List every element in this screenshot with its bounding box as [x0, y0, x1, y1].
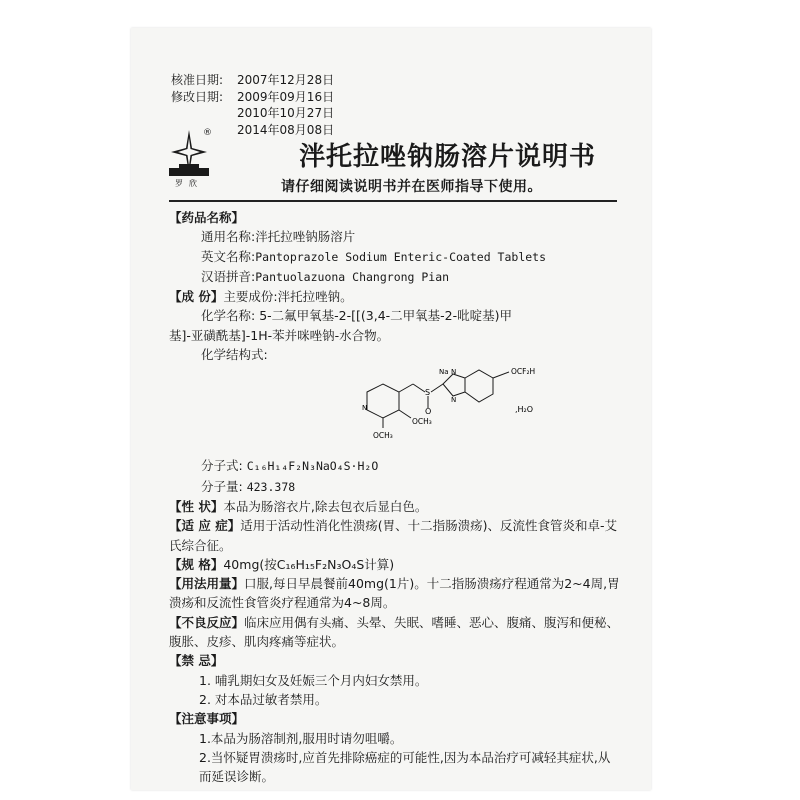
chem-name-line2: 基]-亚磺酰基]-1H-苯并咪唑钠-水合物。: [169, 327, 390, 343]
revision-date-label: 修改日期:: [171, 89, 224, 104]
water-label: ,H₂O: [515, 405, 534, 415]
revision-date-2: 2010年10月27日: [237, 106, 335, 120]
approval-date-label: 核准日期:: [171, 73, 224, 87]
chemical-structure: [169, 364, 621, 456]
chem-name-label: 化学名称:: [201, 308, 256, 324]
indications-heading: 【适 应 症】: [169, 518, 241, 534]
sulfur-label: S: [425, 388, 431, 398]
formula-value: C₁₆H₁₄F₂N₃NaO₄S·H₂O: [246, 459, 379, 474]
sodium-label: Na: [439, 368, 449, 377]
contraindication-item-2: 2. 对本品过敏者禁用。: [199, 691, 328, 707]
imidazole-n3-label: N: [451, 396, 457, 405]
title-divider: [169, 200, 617, 202]
precaution-item-2: 2.当怀疑胃溃疡时,应首先排除癌症的可能性,因为本品治疗可减轻其症状,从而延误诊断。: [199, 749, 611, 785]
contraindications-heading: 【禁 忌】: [169, 653, 224, 669]
leaflet-page: [131, 28, 651, 790]
generic-name-value: 泮托拉唑钠肠溶片: [255, 229, 356, 245]
english-name-value: Pantoprazole Sodium Enteric-Coated Tablets: [255, 249, 547, 264]
brand-text: 罗欣: [175, 179, 203, 188]
company-logo: [167, 128, 213, 190]
properties-text: 本品为肠溶衣片,除去包衣后显白色。: [223, 498, 428, 514]
properties-heading: 【性 状】: [169, 498, 224, 514]
pantoprazole-structure-diagram: [339, 364, 599, 456]
approval-date: 2007年12月28日: [237, 73, 335, 87]
mw-value: 423.378: [246, 479, 296, 494]
pinyin-label: 汉语拼音:: [201, 268, 256, 284]
precaution-item-1: 1.本品为肠溶制剂,服用时请勿咀嚼。: [199, 730, 403, 746]
och3-side-label: OCH₃: [412, 417, 432, 427]
ingredients-main: 主要成份:泮托拉唑钠。: [223, 289, 353, 305]
chem-name-line1: 5-二氟甲氧基-2-[[(3,4-二甲氧基-2-吡啶基)甲: [259, 308, 513, 324]
generic-name-label: 通用名称:: [201, 229, 256, 245]
document-title: 泮托拉唑钠肠溶片说明书: [299, 142, 597, 172]
adverse-text: 临床应用偶有头痛、头晕、失眠、嗜睡、恶心、腹痛、腹泻和便秘、腹胀、皮疹、肌肉疼痛等症状。: [169, 614, 620, 650]
imidazole-n1-label: N: [451, 368, 457, 377]
english-name-label: 英文名称:: [201, 248, 256, 264]
ocf2h-label: OCF₂H: [511, 367, 536, 377]
leaflet-body: [169, 208, 621, 786]
ingredients-heading: 【成 份】: [169, 289, 224, 305]
document-subtitle: 请仔细阅读说明书并在医师指导下使用。: [281, 179, 542, 195]
revision-date-1: 2009年09月16日: [237, 89, 335, 104]
precautions-heading: 【注意事项】: [169, 711, 245, 727]
registered-mark: ®: [203, 128, 212, 138]
pinyin-value: Pantuolazuona Changrong Pian: [255, 269, 450, 284]
revision-date-3: 2014年08月08日: [237, 122, 335, 137]
specification-heading: 【规 格】: [169, 556, 224, 572]
adverse-heading: 【不良反应】: [169, 614, 245, 630]
pyridine-n-label: N: [362, 404, 368, 413]
specification-text: 40mg(按C₁₆H₁₅F₂N₃O₄S计算): [223, 556, 395, 572]
contraindication-item-1: 1. 哺乳期妇女及妊娠三个月内妇女禁用。: [199, 672, 428, 688]
sulfoxide-o-label: O: [425, 407, 432, 417]
mw-label: 分子量:: [201, 478, 243, 494]
och3-bottom-label: OCH₃: [373, 431, 393, 441]
dosage-text: 口服,每日早晨餐前40mg(1片)。十二指肠溃疡疗程通常为2~4周,胃溃疡和反流性食管炎疗程通常为4~8周。: [169, 576, 620, 611]
indications-text: 适用于活动性消化性溃疡(胃、十二指肠溃疡)、反流性食管炎和卓-艾氏综合征。: [169, 518, 617, 553]
structure-label: 化学结构式:: [201, 347, 268, 363]
dosage-heading: 【用法用量】: [169, 576, 245, 592]
drug-name-heading: 【药品名称】: [169, 210, 245, 225]
formula-label: 分子式:: [201, 458, 243, 474]
